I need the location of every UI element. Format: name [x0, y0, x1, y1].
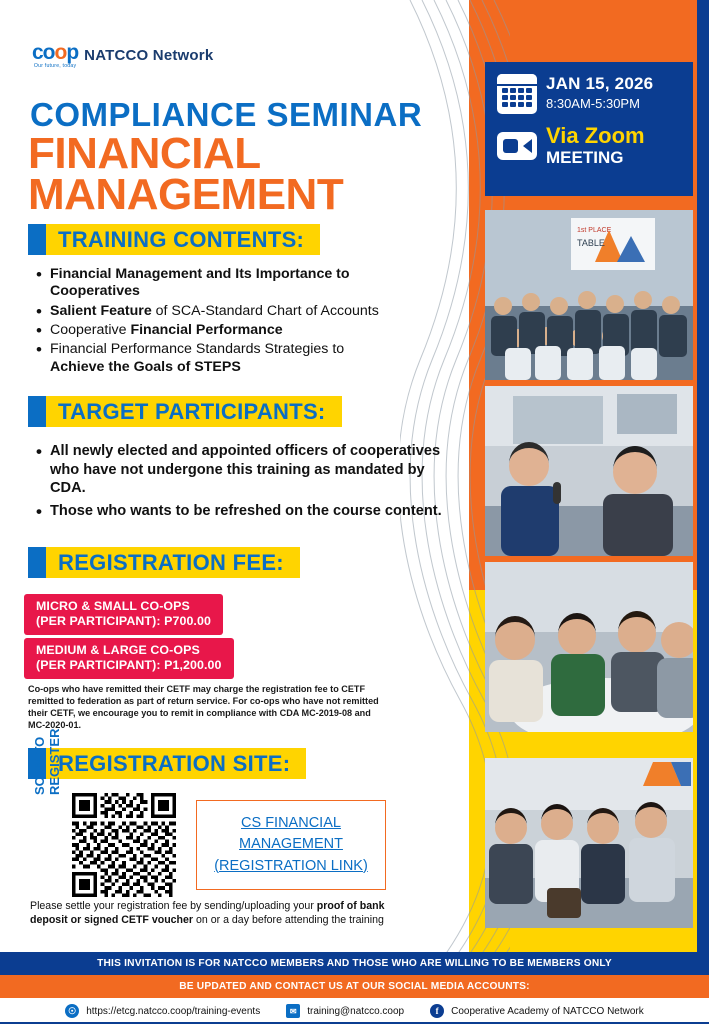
list-item: • Salient Feature of SCA-Standard Chart of Accounts	[30, 303, 400, 320]
qr-code-icon[interactable]	[72, 793, 176, 897]
date-text	[546, 74, 653, 111]
fee-label: MICRO & SMALL CO-OPS	[36, 599, 190, 613]
fee-amount: (PER PARTICIPANT): P1,200.00	[36, 658, 222, 673]
banner-label-wrap	[46, 224, 320, 255]
footer-contacts	[0, 998, 709, 1024]
list-item: • Financial Management and Its Importance to Cooperatives	[30, 266, 400, 301]
mail-icon: ✉	[286, 1004, 300, 1018]
photo-roundtable-participants	[485, 562, 693, 732]
banner-label-wrap	[46, 547, 300, 578]
target-participants-list	[30, 442, 442, 525]
page-title-compliance: COMPLIANCE SEMINAR	[30, 96, 423, 133]
list-item: • Cooperative Financial Performance	[30, 322, 400, 339]
fee-medium-large	[24, 638, 234, 679]
coop-logo-mark	[32, 42, 78, 69]
brand-logo	[32, 42, 213, 69]
schedule-card	[485, 62, 693, 196]
email-address: training@natcco.coop	[307, 1005, 405, 1017]
contact-website[interactable]	[65, 1004, 260, 1018]
photo-group-award	[485, 210, 693, 380]
payment-note-bold: proof of bank deposit or signed CETF voucher	[30, 900, 385, 926]
platform-name: Via Zoom	[546, 123, 645, 148]
fee-micro-small	[24, 594, 223, 635]
contact-email[interactable]	[286, 1004, 404, 1018]
banner-accent	[28, 224, 46, 255]
banner-registration-site-label: REGISTRATION SITE:	[58, 750, 291, 776]
banner-accent	[28, 547, 46, 578]
fee-label: MEDIUM & LARGE CO-OPS	[36, 643, 200, 657]
list-item: • Those who wants to be refreshed on the course content.	[30, 502, 442, 521]
photo-speaker-discussion	[485, 386, 693, 556]
facebook-page: Cooperative Academy of NATCCO Network	[451, 1005, 644, 1017]
platform-text	[546, 125, 645, 168]
banner-training-contents-label: TRAINING CONTENTS:	[58, 226, 305, 252]
event-time: 8:30AM-5:30PM	[546, 96, 640, 111]
list-item: • Financial Performance Standards Strategies to Achieve the Goals of STEPS	[30, 341, 400, 376]
payment-instruction-note	[30, 900, 405, 928]
video-camera-icon	[497, 132, 537, 160]
date-row	[497, 74, 683, 114]
photo-workshop-crowd	[485, 758, 693, 928]
registration-link-line1: CS FINANCIAL	[241, 815, 341, 832]
banner-target-participants	[28, 396, 342, 427]
scan-to-register-label	[33, 773, 62, 795]
platform-subtitle: MEETING	[546, 148, 624, 167]
banner-registration-site	[28, 748, 306, 779]
page-title-financial	[28, 129, 344, 219]
banner-label-wrap	[46, 396, 342, 427]
footer-social-bar: BE UPDATED AND CONTACT US AT OUR SOCIAL MEDIA ACCOUNTS:	[0, 975, 709, 998]
platform-row	[497, 125, 683, 168]
calendar-grid	[502, 88, 532, 107]
registration-link[interactable]	[214, 813, 368, 876]
coop-wordmark: coop	[32, 41, 79, 64]
footer-invitation-bar: THIS INVITATION IS FOR NATCCO MEMBERS AND THOSE WHO ARE WILLING TO BE MEMBERS ONLY	[0, 952, 709, 975]
payment-note-part1: Please settle your registration fee by sending/uploading your	[30, 900, 317, 912]
banner-registration-fee	[28, 547, 300, 578]
training-contents-list	[30, 266, 400, 378]
registration-link-line2: MANAGEMENT	[239, 836, 343, 853]
fee-amount: (PER PARTICIPANT): P700.00	[36, 614, 211, 629]
calendar-icon	[497, 74, 537, 114]
list-item: • All newly elected and appointed officers of cooperatives who have not undergone this training as mandated by CDA.	[30, 442, 442, 498]
svg-text:TABLE: TABLE	[577, 238, 605, 248]
payment-note-part2: on or a day before attending the training	[193, 913, 384, 926]
contact-facebook[interactable]	[430, 1004, 644, 1018]
website-url: https://etcg.natcco.coop/training-events	[86, 1005, 261, 1017]
banner-training-contents	[28, 224, 320, 255]
coop-tagline: Our future, today	[33, 63, 77, 69]
banner-accent	[28, 396, 46, 427]
svg-text:1st PLACE: 1st PLACE	[577, 227, 612, 234]
page-title-line2: FINANCIAL	[28, 129, 261, 178]
banner-registration-fee-label: REGISTRATION FEE:	[58, 549, 284, 575]
event-date: JAN 15, 2026	[546, 74, 654, 93]
page-title-line3: MANAGEMENT	[28, 169, 344, 219]
globe-icon: ☉	[65, 1004, 79, 1018]
banner-target-participants-label: TARGET PARTICIPANTS:	[58, 398, 326, 424]
natcco-network-label: NATCCO Network	[84, 47, 214, 65]
registration-link-line3: (REGISTRATION LINK)	[214, 857, 368, 874]
registration-link-box[interactable]	[196, 800, 386, 890]
facebook-icon: f	[430, 1004, 444, 1018]
banner-label-wrap	[46, 748, 306, 779]
fee-note: Co-ops who have remitted their CETF may charge the registration fee to CETF remitted to federation as part of return service. For co-ops who have not remitted their CETF, we encourage you to remit in compliance with CDA MC-2019-08 and MC-2020-01.	[28, 684, 379, 731]
right-blue-edge	[697, 0, 709, 962]
